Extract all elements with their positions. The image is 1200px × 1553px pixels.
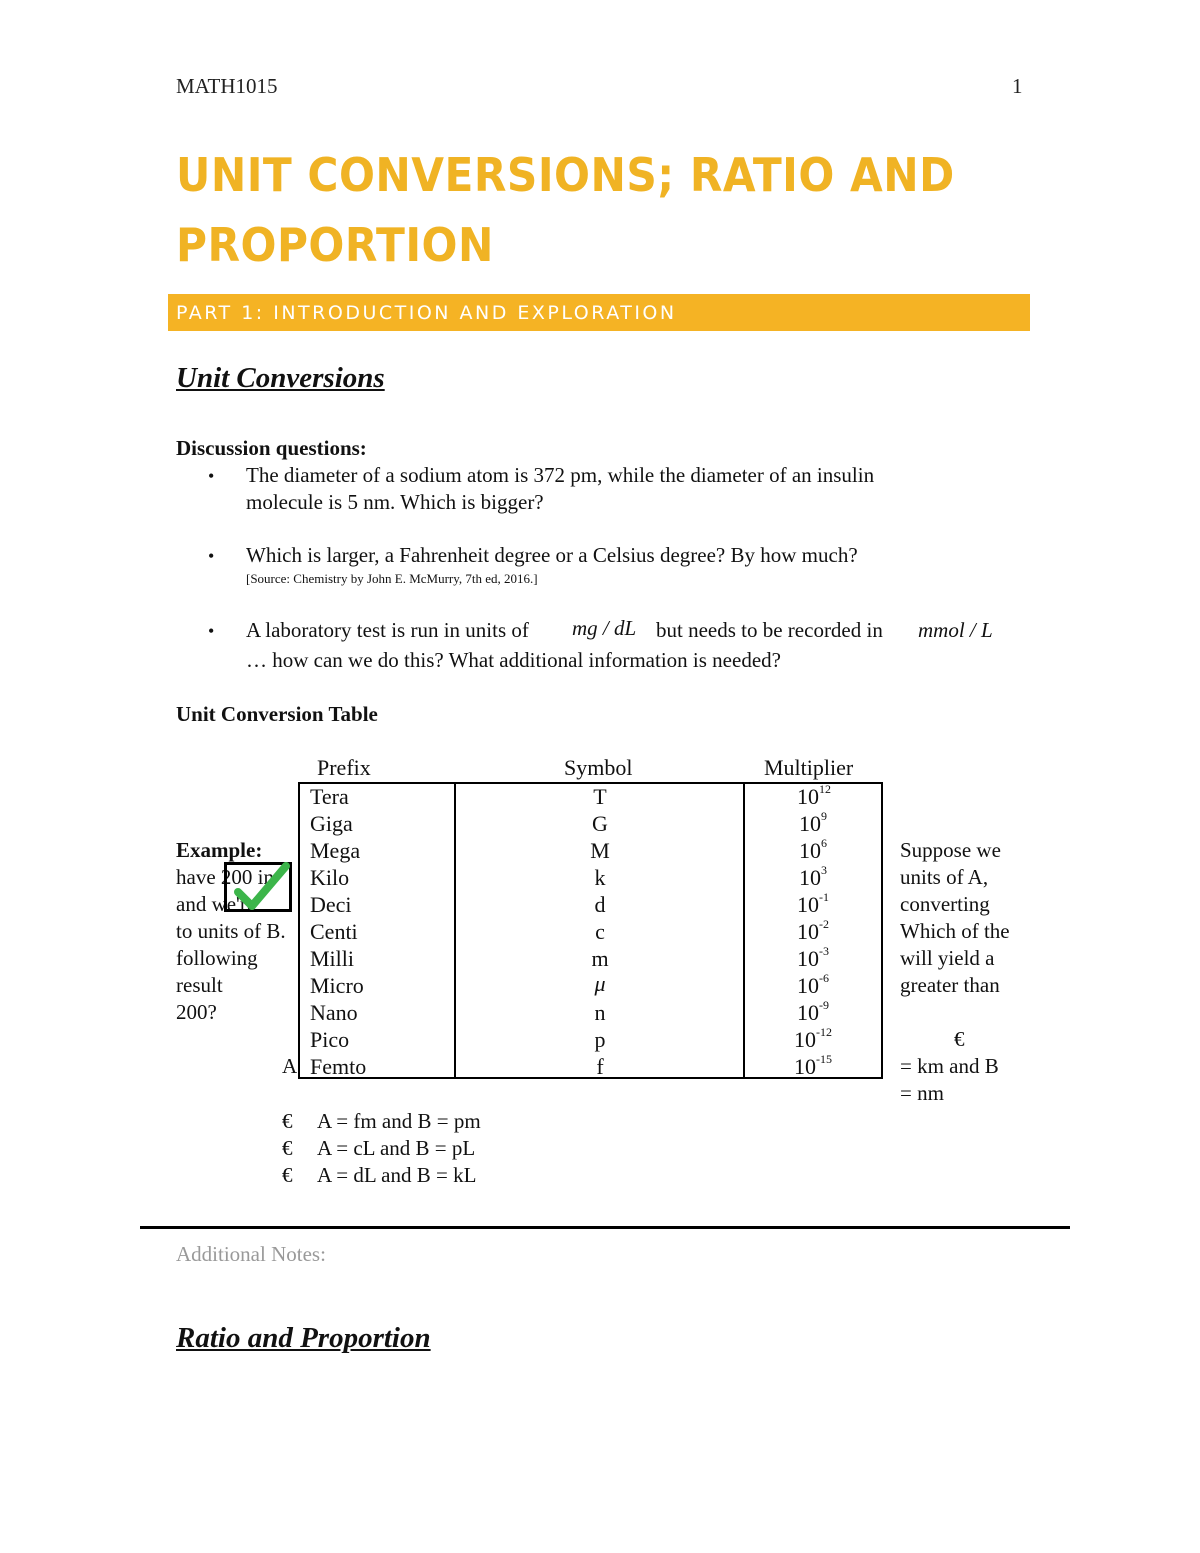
section-heading-ratio-proportion: Ratio and Proportion (176, 1322, 431, 1354)
option-marker-euro[interactable]: € (282, 1109, 293, 1133)
question-2-source: [Source: Chemistry by John E. McMurry, 7th ed, 2016.] (246, 571, 538, 586)
prefix-cell: Deci (310, 892, 352, 917)
prefix-cell: Pico (310, 1027, 350, 1052)
option-text: A = dL and B = kL (317, 1163, 477, 1187)
option-marker-euro[interactable]: € (954, 1027, 965, 1051)
option-text: = km and B (900, 1054, 999, 1078)
multiplier-cell: $10^{-12}$ (794, 1025, 832, 1052)
symbol-cell: G (592, 811, 608, 836)
multiplier-cell: $10^{-6}$ (797, 971, 829, 998)
symbol-cell: n (594, 1000, 606, 1025)
part-band-label: PART 1: INTRODUCTION AND EXPLORATION (176, 302, 677, 324)
symbol-cell: m (591, 946, 609, 971)
prefix-cell: Femto (310, 1054, 367, 1079)
symbol-cell: T (593, 784, 607, 809)
section-divider (140, 1226, 1070, 1229)
page-title-line1: UNIT CONVERSIONS; RATIO AND (176, 148, 955, 202)
example-label: Example: (176, 838, 263, 862)
symbol-cell: d (594, 892, 606, 917)
option-text: = nm (900, 1081, 944, 1105)
additional-notes-label: Additional Notes: (176, 1242, 326, 1266)
right-text-line: Suppose we (900, 838, 1001, 862)
multiplier-cell: $10^{-15}$ (794, 1052, 832, 1079)
option-text: A = cL and B = pL (317, 1136, 476, 1160)
course-code: MATH1015 (176, 74, 278, 98)
table-heading: Unit Conversion Table (176, 702, 378, 726)
option-marker-euro[interactable]: € (282, 1136, 293, 1160)
multiplier-cell: $10^{-9}$ (797, 998, 829, 1025)
question-3-part1: A laboratory test is run in units of (246, 618, 529, 642)
bullet-icon: • (208, 621, 215, 641)
right-text-line: greater than (900, 973, 1000, 997)
symbol-cell: M (590, 838, 610, 863)
checkmark-icon (232, 862, 292, 914)
multiplier-cell: $10^{-3}$ (797, 944, 829, 971)
right-text-line: units of A, (900, 865, 989, 889)
symbol-cell: p (594, 1027, 606, 1052)
multiplier-cell: $10^{12}$ (797, 782, 831, 809)
prefix-cell: Mega (310, 838, 361, 863)
discussion-label: Discussion questions: (176, 436, 367, 460)
example-line: to units of B. (176, 919, 286, 943)
example-line: have 200 in (176, 865, 274, 889)
table-divider (743, 784, 745, 1077)
right-text-line: Which of the (900, 919, 1010, 943)
option-marker-euro[interactable]: € (282, 1163, 293, 1187)
example-line: 200? (176, 1000, 217, 1024)
column-header-prefix: Prefix (317, 755, 371, 780)
symbol-cell: f (596, 1054, 604, 1079)
symbol-cell: μ (594, 971, 606, 996)
symbol-cell: k (594, 865, 606, 890)
multiplier-cell: $10^3$ (799, 863, 827, 890)
stray-letter: A (282, 1054, 298, 1078)
unit-mg-per-dl: mg / dL (572, 616, 637, 640)
multiplier-cell: $10^{-1}$ (797, 890, 829, 917)
prefix-cell: Micro (310, 973, 364, 998)
bullet-icon: • (208, 546, 215, 566)
multiplier-cell: $10^{-2}$ (797, 917, 829, 944)
prefix-cell: Giga (310, 811, 353, 836)
prefix-cell: Milli (310, 946, 355, 971)
multiplier-cell: $10^6$ (799, 836, 827, 863)
section-heading-unit-conversions: Unit Conversions (176, 362, 385, 394)
page-number: 1 (1012, 74, 1023, 98)
example-line: and we're (176, 892, 257, 916)
right-text-line: converting (900, 892, 990, 916)
question-1-line1: The diameter of a sodium atom is 372 pm, while the diameter of an insulin (246, 463, 875, 487)
example-line: result (176, 973, 223, 997)
question-3-line2: … how can we do this? What additional information is needed? (246, 648, 781, 672)
option-text: A = fm and B = pm (317, 1109, 481, 1133)
symbol-cell: c (595, 919, 605, 944)
question-2-line1: Which is larger, a Fahrenheit degree or a Celsius degree? By how much? (246, 543, 858, 567)
page-title-line2: PROPORTION (176, 218, 494, 272)
prefix-cell: Tera (310, 784, 349, 809)
table-divider (454, 784, 456, 1077)
multiplier-cell: $10^9$ (799, 809, 827, 836)
unit-mmol-per-l: mmol / L (918, 618, 993, 642)
column-header-multiplier: Multiplier (764, 755, 854, 780)
prefix-cell: Kilo (310, 865, 350, 890)
example-line: following (176, 946, 258, 970)
question-3-part2: but needs to be recorded in (656, 618, 883, 642)
question-1-line2: molecule is 5 nm. Which is bigger? (246, 490, 544, 514)
bullet-icon: • (208, 466, 215, 486)
right-text-line: will yield a (900, 946, 995, 970)
column-header-symbol: Symbol (564, 755, 633, 780)
prefix-cell: Nano (310, 1000, 358, 1025)
prefix-cell: Centi (310, 919, 358, 944)
